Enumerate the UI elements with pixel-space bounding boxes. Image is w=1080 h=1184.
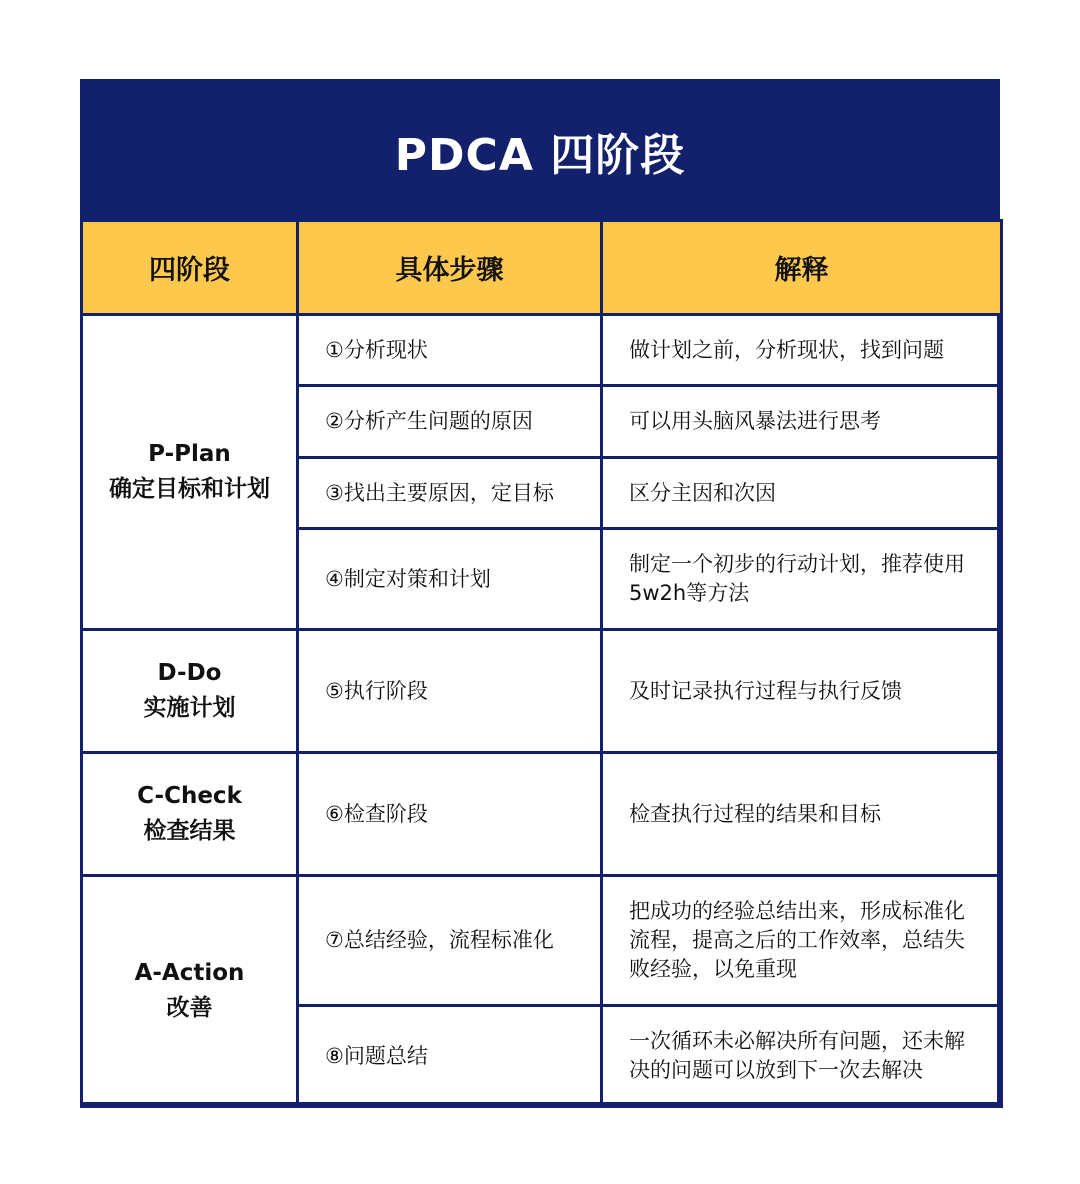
step-cell: ⑥检查阶段 xyxy=(298,753,602,876)
stage-code: P-Plan xyxy=(148,441,231,467)
header-step: 具体步骤 xyxy=(298,221,602,315)
header-explain: 解释 xyxy=(602,221,1002,315)
stage-cell-action xyxy=(82,876,298,1107)
table-row xyxy=(82,753,1002,876)
table-row xyxy=(82,630,1002,753)
pdca-table-card xyxy=(80,79,1000,1105)
stage-desc: 检查结果 xyxy=(143,818,236,844)
step-cell: ④制定对策和计划 xyxy=(298,529,602,630)
explain-cell: 可以用头脑风暴法进行思考 xyxy=(602,386,1002,458)
step-cell: ③找出主要原因，定目标 xyxy=(298,458,602,529)
explain-cell: 一次循环未必解决所有问题，还未解决的问题可以放到下一次去解决 xyxy=(602,1006,1002,1107)
header-stage: 四阶段 xyxy=(82,221,298,315)
stage-desc: 确定目标和计划 xyxy=(109,476,270,502)
step-cell: ⑦总结经验，流程标准化 xyxy=(298,876,602,1006)
explain-cell: 做计划之前，分析现状，找到问题 xyxy=(602,315,1002,386)
table-row xyxy=(82,315,1002,386)
stage-code: D-Do xyxy=(157,660,222,686)
header-row xyxy=(82,221,1002,315)
pdca-table xyxy=(80,219,1003,1108)
step-cell: ⑤执行阶段 xyxy=(298,630,602,753)
explain-cell: 及时记录执行过程与执行反馈 xyxy=(602,630,1002,753)
table-title: PDCA 四阶段 xyxy=(83,82,997,220)
explain-cell: 区分主因和次因 xyxy=(602,458,1002,529)
explain-cell: 检查执行过程的结果和目标 xyxy=(602,753,1002,876)
explain-cell: 把成功的经验总结出来，形成标准化流程，提高之后的工作效率，总结失败经验，以免重现 xyxy=(602,876,1002,1006)
stage-cell-do xyxy=(82,630,298,753)
step-cell: ⑧问题总结 xyxy=(298,1006,602,1107)
stage-desc: 实施计划 xyxy=(143,695,236,721)
stage-code: C-Check xyxy=(137,783,242,809)
stage-code: A-Action xyxy=(134,960,245,986)
step-cell: ①分析现状 xyxy=(298,315,602,386)
stage-cell-check xyxy=(82,753,298,876)
stage-cell-plan xyxy=(82,315,298,630)
step-cell: ②分析产生问题的原因 xyxy=(298,386,602,458)
stage-desc: 改善 xyxy=(166,995,213,1021)
table-row xyxy=(82,876,1002,1006)
explain-cell: 制定一个初步的行动计划，推荐使用5w2h等方法 xyxy=(602,529,1002,630)
